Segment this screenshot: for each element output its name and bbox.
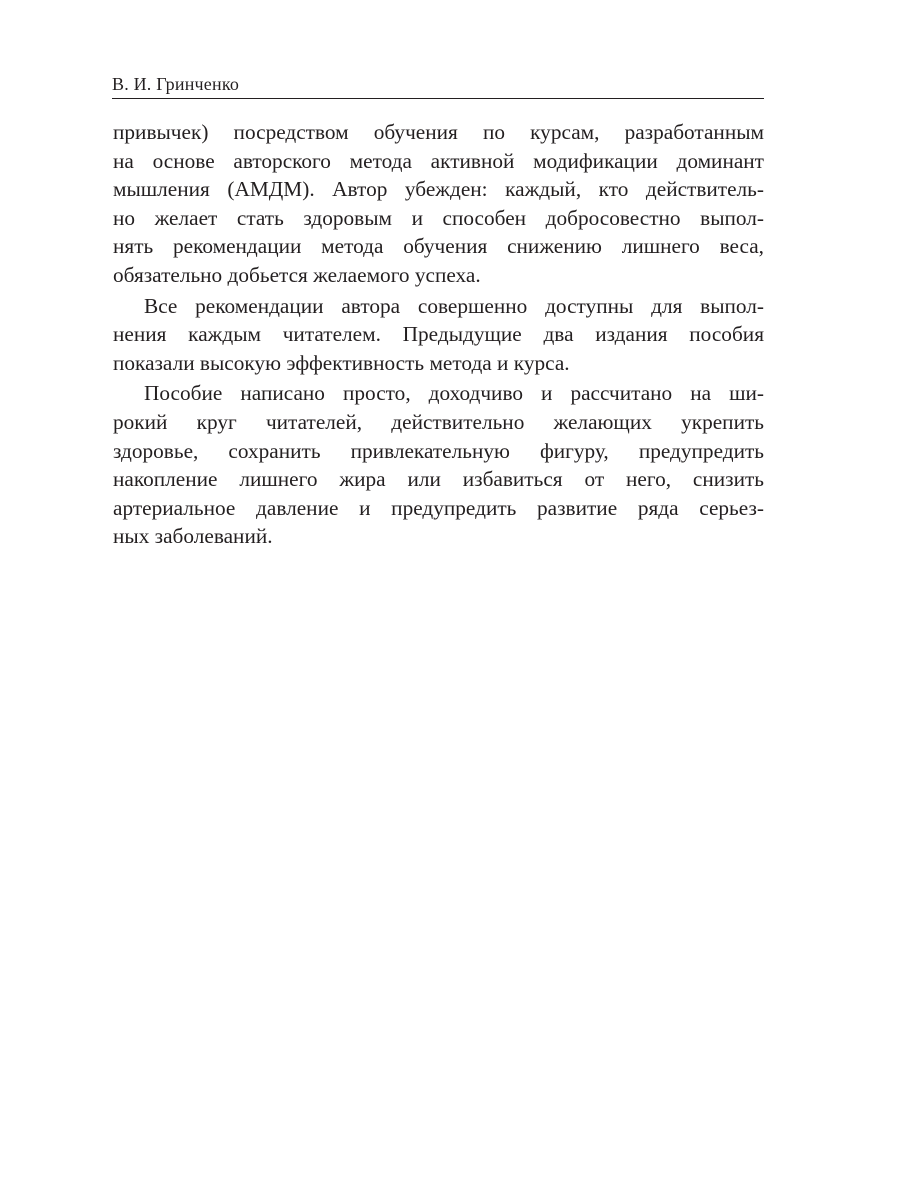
text-line: накопление лишнего жира или избавиться от него, снизить: [113, 467, 764, 492]
text-line: артериальное давление и предупредить развитие ряда серьез-: [113, 495, 764, 520]
text-line: но желает стать здоровым и способен добросовестно выпол-: [113, 205, 764, 230]
text-line: обязательно добьется желаемого успеха.: [113, 262, 481, 287]
body-text: [113, 118, 764, 551]
paragraph-3: [113, 379, 764, 551]
text-line: нения каждым читателем. Предыдущие два издания пособия: [113, 322, 764, 347]
text-line: на основе авторского метода активной модификации доминант: [113, 148, 764, 173]
paragraph-2: [113, 292, 764, 378]
text-line: привычек) посредством обучения по курсам, разработанным: [113, 120, 764, 144]
text-line: ных заболеваний.: [113, 524, 273, 549]
text-line: показали высокую эффективность метода и курса.: [113, 350, 570, 375]
text-line: нять рекомендации метода обучения снижению лишнего веса,: [113, 234, 764, 259]
text-line: рокий круг читателей, действительно желающих укрепить: [113, 409, 764, 434]
text-line: Пособие написано просто, доходчиво и рассчитано на ши-: [144, 381, 764, 406]
running-head: [112, 72, 764, 99]
text-line: мышления (АМДМ). Автор убежден: каждый, кто действитель-: [113, 177, 764, 202]
text-line: здоровье, сохранить привлекательную фигуру, предупредить: [113, 438, 764, 463]
author-name: В. И. Гринченко: [112, 74, 240, 94]
text-line: Все рекомендации автора совершенно доступны для выпол-: [144, 293, 764, 318]
paragraph-1: [113, 118, 764, 290]
